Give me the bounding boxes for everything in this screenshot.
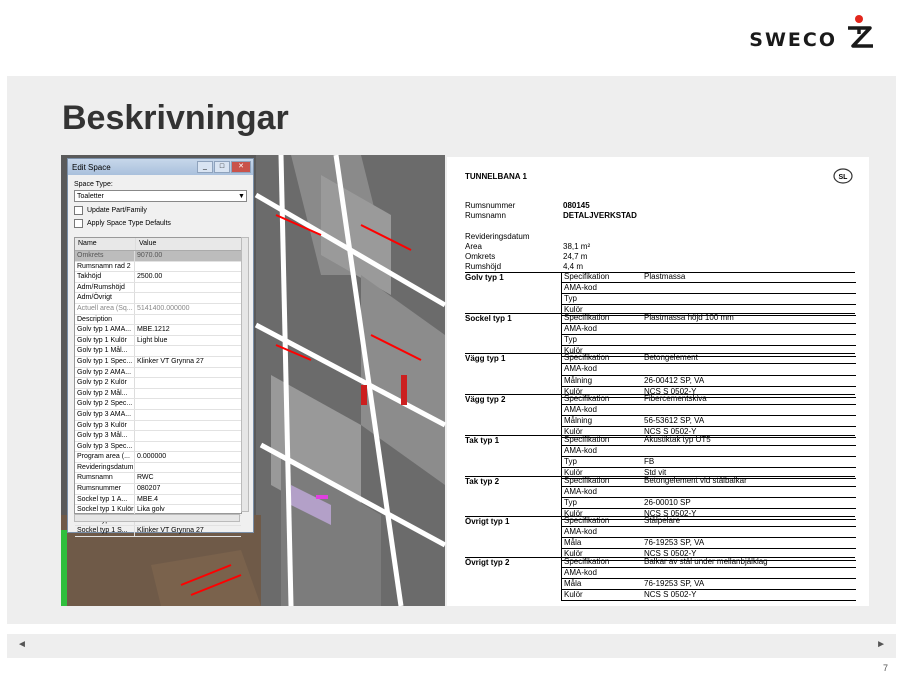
spec-value xyxy=(644,283,856,293)
spec-line xyxy=(562,294,856,305)
chevron-down-icon: ▼ xyxy=(238,192,245,200)
property-name: Adm/Rumshöjd xyxy=(75,283,135,293)
spec-label: Kulör xyxy=(564,508,583,518)
spec-label: AMA-kod xyxy=(564,323,597,333)
spec-value: FB xyxy=(644,456,655,466)
table-body xyxy=(75,251,241,537)
section-name: Vägg typ 2 xyxy=(465,395,506,405)
spec-label: Målning xyxy=(564,375,593,385)
property-value[interactable] xyxy=(135,421,237,431)
property-value[interactable]: Klinker VT Grynna 27 xyxy=(137,357,204,365)
spec-label: Specifikation xyxy=(564,475,610,485)
table-row[interactable] xyxy=(75,304,241,315)
table-row[interactable] xyxy=(75,251,241,262)
table-row[interactable] xyxy=(75,293,241,304)
room-description-document xyxy=(447,157,869,606)
section-spec-table xyxy=(561,476,856,520)
property-name: Takhöjd xyxy=(75,272,135,282)
property-value[interactable]: 2500.00 xyxy=(137,273,163,281)
property-value[interactable] xyxy=(135,262,237,272)
checkbox-label: Update Part/Family xyxy=(87,207,147,214)
spec-line xyxy=(562,579,856,590)
property-value[interactable] xyxy=(135,315,237,325)
spec-value: Stålpelare xyxy=(644,516,681,526)
spec-value: NCS S 0502-Y xyxy=(644,508,697,518)
property-name: Program area (... xyxy=(75,452,135,462)
table-row[interactable] xyxy=(75,389,241,400)
table-row[interactable] xyxy=(75,473,241,484)
property-value[interactable] xyxy=(135,346,237,356)
property-value[interactable]: 080207 xyxy=(137,485,161,493)
spec-label: Kulör xyxy=(564,590,583,600)
property-value[interactable] xyxy=(135,399,237,409)
spec-label: Målning xyxy=(564,416,593,426)
info-row xyxy=(465,242,590,252)
property-name: Golv typ 3 AMA... xyxy=(75,410,135,420)
spec-label: AMA-kod xyxy=(564,283,597,293)
slide-navigation xyxy=(7,634,896,658)
property-name: Sockel typ 1 A... xyxy=(75,495,135,505)
spec-label: Specifikation xyxy=(564,434,610,444)
property-name: Sockel typ 1 S... xyxy=(75,526,135,536)
spec-line xyxy=(562,376,856,387)
prev-slide-button[interactable]: ◄ xyxy=(17,639,27,650)
sl-logo-icon xyxy=(833,168,853,184)
section-spec-table xyxy=(561,313,856,357)
spec-value: Std vit xyxy=(644,468,667,478)
spec-value: 76-19253 SP, VA xyxy=(644,579,705,589)
spec-value: 26-00412 SP, VA xyxy=(644,375,705,385)
info-value: 4,4 m xyxy=(563,262,584,271)
sweco-person-icon xyxy=(843,14,875,50)
spec-line xyxy=(562,283,856,294)
info-row xyxy=(465,201,590,211)
property-name: Adm/Övrigt xyxy=(75,293,135,303)
property-value[interactable] xyxy=(135,431,237,441)
spec-label: Typ xyxy=(564,497,577,507)
spec-label: Måla xyxy=(564,579,582,589)
spec-label: AMA-kod xyxy=(564,405,597,415)
space-type-label: Space Type: xyxy=(74,181,113,188)
spec-label: Specifikation xyxy=(564,516,610,526)
spec-value: Plastmassa xyxy=(644,272,686,281)
spec-label: Kulör xyxy=(564,345,583,355)
property-value[interactable]: MBE.4 xyxy=(137,495,159,503)
section-name: Golv typ 1 xyxy=(465,273,504,282)
property-name: Rumsnamn xyxy=(75,473,135,483)
table-row[interactable] xyxy=(75,431,241,442)
vertical-scrollbar[interactable] xyxy=(241,237,249,512)
spec-label: Specifikation xyxy=(564,312,610,322)
spec-value: 26-00010 SP xyxy=(644,497,691,507)
spec-value xyxy=(644,324,856,334)
spec-line xyxy=(562,498,856,509)
properties-table xyxy=(74,237,242,535)
property-value[interactable] xyxy=(135,442,237,452)
spec-label: Specifikation xyxy=(564,272,610,281)
table-row[interactable] xyxy=(75,368,241,379)
info-label: Revideringsdatum xyxy=(465,232,530,241)
spec-label: Typ xyxy=(564,294,577,304)
next-slide-button[interactable]: ► xyxy=(876,639,886,650)
spec-value xyxy=(644,446,856,456)
info-row xyxy=(465,252,587,262)
spec-label: Kulör xyxy=(564,468,583,478)
minimize-icon[interactable]: _ xyxy=(197,161,213,173)
table-row[interactable] xyxy=(75,262,241,273)
update-part-checkbox[interactable] xyxy=(74,206,253,215)
spec-label: Typ xyxy=(564,456,577,466)
property-value[interactable] xyxy=(135,410,237,420)
spec-label: Kulör xyxy=(564,427,583,437)
spec-value: NCS S 0502-Y xyxy=(644,427,697,437)
spec-label: AMA-kod xyxy=(564,567,597,577)
section-name: Vägg typ 1 xyxy=(465,354,506,364)
checkbox-box[interactable] xyxy=(74,206,83,215)
info-label: Rumsnummer xyxy=(465,201,516,210)
table-row[interactable] xyxy=(75,325,241,336)
property-name: Golv typ 1 Kulör xyxy=(75,336,135,346)
section-name: Tak typ 1 xyxy=(465,435,500,445)
spec-value xyxy=(644,294,856,304)
spec-line xyxy=(562,435,856,446)
property-value[interactable]: MBE.1212 xyxy=(137,326,170,334)
property-value[interactable] xyxy=(135,389,237,399)
spec-line xyxy=(562,272,856,283)
spec-value: 76-19253 SP, VA xyxy=(644,538,705,548)
info-value: DETALJVERKSTAD xyxy=(563,211,637,220)
space-type-select[interactable] xyxy=(74,190,247,202)
table-row[interactable] xyxy=(75,495,241,506)
checkbox-label: Apply Space Type Defaults xyxy=(87,220,171,227)
spec-label: Typ xyxy=(564,334,577,344)
spec-line xyxy=(562,335,856,346)
spec-line xyxy=(562,457,856,468)
section-name: Övrigt typ 2 xyxy=(465,557,510,567)
property-value[interactable]: Lika golv xyxy=(137,506,165,514)
info-row xyxy=(465,262,583,272)
table-row[interactable] xyxy=(75,526,241,537)
table-row[interactable] xyxy=(75,357,241,368)
property-value[interactable]: Klinker VT Grynna 27 xyxy=(137,527,204,535)
section-name: Övrigt typ 1 xyxy=(465,517,510,527)
info-row xyxy=(465,232,563,242)
info-value: 080145 xyxy=(563,201,590,210)
info-label: Rumsnamn xyxy=(465,211,506,220)
dialog-titlebar[interactable] xyxy=(68,159,253,175)
spec-line xyxy=(562,487,856,498)
table-row[interactable] xyxy=(75,410,241,421)
table-row[interactable] xyxy=(75,452,241,463)
sweco-logo xyxy=(749,14,875,50)
table-row[interactable] xyxy=(75,283,241,294)
property-name: Golv typ 1 Mål... xyxy=(75,346,135,356)
spec-value xyxy=(644,568,856,578)
spec-line xyxy=(562,568,856,579)
property-name: Description xyxy=(75,315,135,325)
logo-wordmark: SWECO xyxy=(749,29,837,51)
info-label: Omkrets xyxy=(465,252,496,261)
property-name: Golv typ 2 Spec... xyxy=(75,399,135,409)
table-row[interactable] xyxy=(75,463,241,474)
property-value[interactable] xyxy=(135,368,237,378)
property-name: Omkrets xyxy=(75,251,135,261)
spec-label: Specifikation xyxy=(564,556,610,566)
info-value: 38,1 m² xyxy=(563,242,591,251)
property-value[interactable]: 5141400.000000 xyxy=(137,304,190,312)
spec-label: AMA-kod xyxy=(564,486,597,496)
section-name: Sockel typ 1 xyxy=(465,313,512,323)
spec-line xyxy=(562,324,856,335)
spec-value: Balkar av stål under mellanbjälklag xyxy=(644,556,768,566)
section-spec-table xyxy=(561,557,856,601)
spec-label: Kulör xyxy=(564,386,583,396)
spec-value: NCS S 0502-Y xyxy=(644,549,697,559)
info-value: 24,7 m xyxy=(563,252,588,261)
space-type-value: Toaletter xyxy=(77,192,104,200)
spec-value: Betongelement xyxy=(644,353,698,363)
table-row[interactable] xyxy=(75,399,241,410)
edit-space-dialog xyxy=(67,158,254,533)
spec-line xyxy=(562,405,856,416)
table-row[interactable] xyxy=(75,336,241,347)
table-row[interactable] xyxy=(75,346,241,357)
spec-line xyxy=(562,516,856,527)
document-heading: TUNNELBANA 1 xyxy=(465,172,527,181)
section-spec-table xyxy=(561,435,856,479)
spec-line xyxy=(562,590,856,601)
property-name: Sockel typ 1 Kulör xyxy=(77,506,134,514)
property-name: Golv typ 3 Spec... xyxy=(75,442,135,452)
spec-value xyxy=(644,364,856,374)
property-name: Golv typ 3 Mål... xyxy=(75,431,135,441)
section-name: Tak typ 2 xyxy=(465,476,500,486)
column-header-value[interactable]: Value xyxy=(139,240,157,247)
section-spec-table xyxy=(561,516,856,560)
property-name: Golv typ 3 Kulör xyxy=(75,421,135,431)
property-value[interactable]: 0.000000 xyxy=(137,453,167,461)
spec-line xyxy=(562,394,856,405)
spec-line xyxy=(562,538,856,549)
dialog-title: Edit Space xyxy=(72,162,111,172)
spec-value: Plastmassa höjd 100 mm xyxy=(644,312,734,322)
spec-line xyxy=(562,353,856,364)
maximize-icon[interactable]: □ xyxy=(214,161,230,173)
section-spec-table xyxy=(561,353,856,397)
spec-line xyxy=(562,476,856,487)
table-row[interactable] xyxy=(75,484,241,495)
property-value[interactable] xyxy=(135,378,237,388)
checkbox-box[interactable] xyxy=(74,219,83,228)
property-name: Golv typ 2 Mål... xyxy=(75,389,135,399)
section-spec-table xyxy=(561,394,856,438)
spec-label: AMA-kod xyxy=(564,527,597,537)
spec-label: Måla xyxy=(564,538,582,548)
property-value[interactable] xyxy=(135,283,237,293)
spec-label: AMA-kod xyxy=(564,364,597,374)
property-name: Golv typ 2 Kulör xyxy=(75,378,135,388)
spec-line xyxy=(562,557,856,568)
spec-value: Betongelement vid stålbalkar xyxy=(644,475,747,485)
section-spec-table xyxy=(561,272,856,316)
spec-line xyxy=(562,527,856,538)
property-value[interactable] xyxy=(135,463,237,473)
spec-value: NCS S 0502-Y xyxy=(644,386,697,396)
spec-line xyxy=(562,364,856,375)
property-value[interactable]: RWC xyxy=(137,474,154,482)
apply-defaults-checkbox[interactable] xyxy=(74,219,253,228)
spec-value: NCS S 0502-Y xyxy=(644,590,697,600)
spec-value xyxy=(644,405,856,415)
spec-value xyxy=(644,335,856,345)
spec-value: Akustiktak typ UT5 xyxy=(644,434,711,444)
info-label: Area xyxy=(465,242,482,251)
slide-title: Beskrivningar xyxy=(62,99,289,137)
column-header-name[interactable]: Name xyxy=(75,238,136,250)
spec-label: AMA-kod xyxy=(564,445,597,455)
spec-line xyxy=(562,446,856,457)
table-header xyxy=(75,238,241,251)
info-label: Rumshöjd xyxy=(465,262,502,271)
property-value[interactable] xyxy=(135,293,237,303)
spec-value: Fibercementskiva xyxy=(644,394,707,404)
spec-label: Kulör xyxy=(564,549,583,559)
property-name: Golv typ 1 AMA... xyxy=(75,325,135,335)
property-name: Golv typ 2 AMA... xyxy=(75,368,135,378)
table-row[interactable] xyxy=(75,272,241,283)
property-name: Actuell area (Sq... xyxy=(75,304,135,314)
table-row[interactable] xyxy=(75,378,241,389)
spec-value xyxy=(644,527,856,537)
property-value[interactable]: Light blue xyxy=(137,336,168,344)
spec-label: Specifikation xyxy=(564,394,610,404)
svg-text:SL: SL xyxy=(838,174,848,181)
spec-line xyxy=(562,313,856,324)
spec-line xyxy=(562,416,856,427)
spec-label: Kulör xyxy=(564,305,583,315)
property-name: Golv typ 1 Spec... xyxy=(75,357,135,367)
property-value[interactable]: 9070.00 xyxy=(137,252,163,259)
table-row[interactable] xyxy=(75,442,241,453)
close-icon[interactable]: ✕ xyxy=(231,161,251,173)
property-name: Rumsnummer xyxy=(75,484,135,494)
page-number: 7 xyxy=(882,663,888,673)
spec-label: Specifikation xyxy=(564,353,610,363)
property-name: Revideringsdatum xyxy=(77,463,134,471)
table-row[interactable] xyxy=(75,421,241,432)
spec-value: 56-53612 SP, VA xyxy=(644,416,705,426)
spec-value xyxy=(644,487,856,497)
table-row[interactable] xyxy=(75,315,241,326)
property-name: Rumsnamn rad 2 xyxy=(75,262,135,272)
horizontal-scrollbar[interactable] xyxy=(74,514,240,522)
info-row xyxy=(465,211,637,221)
